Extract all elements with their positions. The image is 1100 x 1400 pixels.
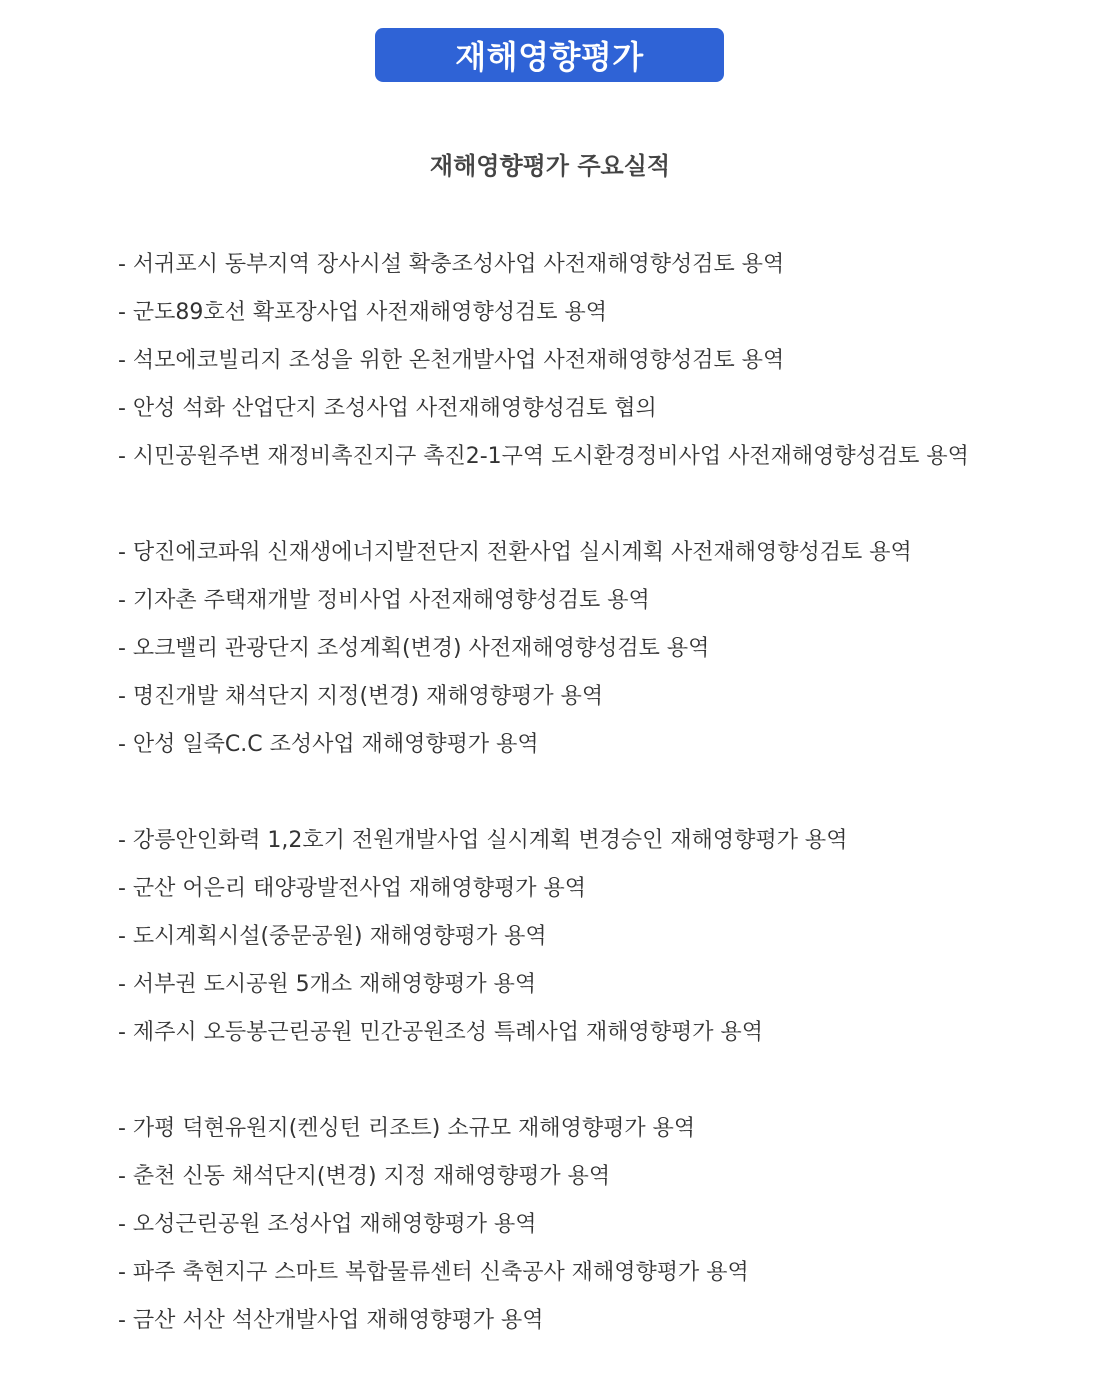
record-item: - 시민공원주변 재정비촉진지구 촉진2-1구역 도시환경정비사업 사전재해영향성검토 용역 bbox=[118, 444, 969, 469]
record-item: - 서귀포시 동부지역 장사시설 확충조성사업 사전재해영향성검토 용역 bbox=[118, 252, 785, 277]
record-item: - 가평 덕현유원지(켄싱턴 리조트) 소규모 재해영향평가 용역 bbox=[118, 1116, 696, 1141]
record-item: - 안성 일죽C.C 조성사업 재해영향평가 용역 bbox=[118, 732, 539, 757]
record-item: - 오크밸리 관광단지 조성계획(변경) 사전재해영향성검토 용역 bbox=[118, 636, 710, 661]
record-item: - 제주시 오등봉근린공원 민간공원조성 특례사업 재해영향평가 용역 bbox=[118, 1020, 763, 1045]
record-item: - 금산 서산 석산개발사업 재해영향평가 용역 bbox=[118, 1308, 544, 1333]
page-title-badge bbox=[375, 28, 724, 82]
record-group-2 bbox=[118, 534, 1078, 774]
page-title: 재해영향평가 bbox=[455, 38, 644, 76]
record-item: - 석모에코빌리지 조성을 위한 온천개발사업 사전재해영향성검토 용역 bbox=[118, 348, 785, 373]
record-group-3 bbox=[118, 822, 1078, 1062]
record-group-1 bbox=[118, 246, 1078, 486]
record-item: - 춘천 신동 채석단지(변경) 지정 재해영향평가 용역 bbox=[118, 1164, 611, 1189]
record-item: - 파주 축현지구 스마트 복합물류센터 신축공사 재해영향평가 용역 bbox=[118, 1260, 749, 1285]
section-heading: 재해영향평가 주요실적 bbox=[429, 152, 671, 180]
record-item: - 도시계획시설(중문공원) 재해영향평가 용역 bbox=[118, 924, 547, 949]
record-item: - 기자촌 주택재개발 정비사업 사전재해영향성검토 용역 bbox=[118, 588, 650, 613]
record-item: - 당진에코파워 신재생에너지발전단지 전환사업 실시계획 사전재해영향성검토 용역 bbox=[118, 540, 912, 565]
record-item: - 오성근린공원 조성사업 재해영향평가 용역 bbox=[118, 1212, 537, 1237]
record-item: - 강릉안인화력 1,2호기 전원개발사업 실시계획 변경승인 재해영향평가 용역 bbox=[118, 828, 848, 853]
record-group-4 bbox=[118, 1110, 1078, 1350]
project-records bbox=[118, 246, 1078, 1350]
record-item: - 안성 석화 산업단지 조성사업 사전재해영향성검토 협의 bbox=[118, 396, 657, 421]
record-item: - 군도89호선 확포장사업 사전재해영향성검토 용역 bbox=[118, 300, 607, 325]
record-item: - 서부권 도시공원 5개소 재해영향평가 용역 bbox=[118, 972, 537, 997]
record-item: - 군산 어은리 태양광발전사업 재해영향평가 용역 bbox=[118, 876, 586, 901]
record-item: - 명진개발 채석단지 지정(변경) 재해영향평가 용역 bbox=[118, 684, 604, 709]
